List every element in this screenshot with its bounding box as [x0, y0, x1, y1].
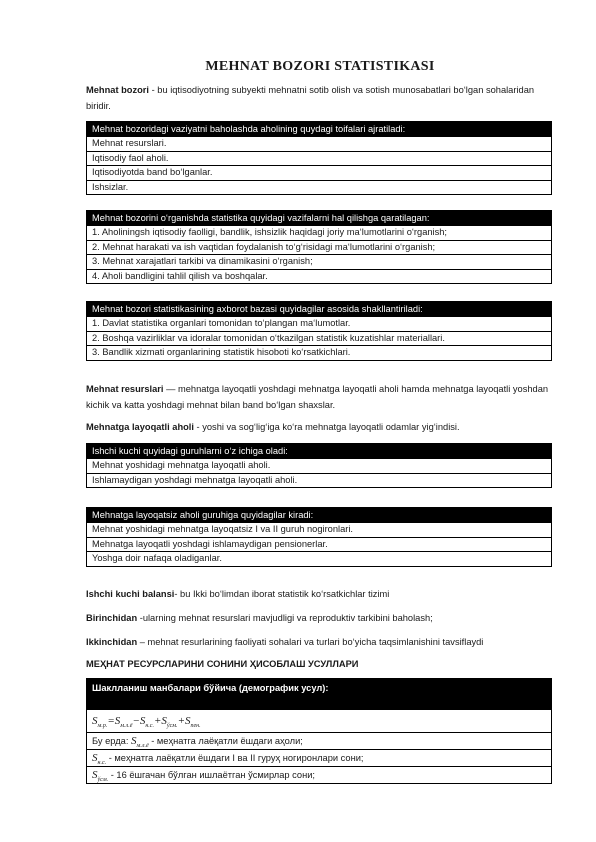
table-row: 3. Mehnat xarajatlari tarkibi va dinamikasini o‘rganish; — [87, 254, 551, 269]
able-text: - yoshi va sog‘lig‘iga ko‘ra mehnatga layoqatli odamlar yig‘indisi. — [193, 422, 460, 432]
table-row: Mehnat yoshidagi mehnatga layoqatsiz I va II guruh nogironlari. — [87, 522, 551, 537]
first-paragraph — [86, 610, 552, 626]
intro-term: Mehnat bozori — [86, 85, 150, 95]
first-term: Birinchidan — [86, 613, 138, 623]
page-title: MEHNAT BOZORI STATISTIKASI — [205, 59, 435, 74]
table-row: Iqtisodiy faol aholi. — [87, 151, 551, 166]
second-text: – mehnat resurlarining faoliyati sohalari va turlari bo‘yicha taqsimlanishini tavsiflaydi — [137, 637, 484, 647]
table-labor-force-groups — [86, 443, 552, 488]
table-header: Mehnatga layoqatsiz aholi guruhiga quyidagilar kiradi: — [87, 508, 551, 522]
table-row: 2. Boshqa vazirliklar va idoralar tomonidan o‘tkazilgan statistik kuzatishlar materiallari. — [87, 331, 551, 346]
table-header: Mehnat bozorini o‘rganishda statistika quyidagi vazifalarni hal qilishga qaratilagan: — [87, 211, 551, 225]
table-row: Mehnat yoshidagi mehnatga layoqatli aholi. — [87, 458, 551, 473]
resources-paragraph — [86, 381, 552, 413]
table-population-categories — [86, 121, 552, 195]
second-paragraph — [86, 634, 552, 650]
table-row: Iqtisodiyotda band bo‘lganlar. — [87, 165, 551, 180]
table-header: Mehnat bozori statistikasining axborot bazasi quyidagilar asosida shakllantiriladi: — [87, 302, 551, 316]
table-row: $S_{ўсм.} - 16$ ёшгачан бўлган ишлаётган ўсмирлар сони; — [87, 766, 551, 783]
intro-text: - bu iqtisodiyotning subyekti mehnatni sotib olish va sotish munosabatlari bo‘lgan sohalaridan biridir. — [86, 85, 535, 111]
resources-term: Mehnat resurslari — [86, 384, 164, 394]
methods-heading: МЕҲНАТ РЕСУРСЛАРИНИ СОНИНИ ҲИСОБЛАШ УСУЛЛАРИ — [86, 659, 359, 669]
table-disabled-population — [86, 507, 552, 567]
balance-term: Ishchi kuchi balansi — [86, 589, 175, 599]
table-statistics-tasks — [86, 210, 552, 284]
formula-row — [87, 709, 551, 732]
second-term: Ikkinchidan — [86, 637, 138, 647]
symbol: $S_{н.с.}$ — [92, 752, 107, 766]
first-text: -ularning mehnat resurslari mavjudligi va reproduktiv tarkibini baholash; — [137, 613, 433, 623]
intro-paragraph — [86, 82, 552, 114]
table-header: Mehnat bozoridagi vaziyatni baholashda aholining quydagi toifalari ajratiladi: — [87, 122, 551, 136]
table-row: 1. Davlat statistika organlari tomonidan to‘plangan ma‘lumotlar. — [87, 316, 551, 331]
table-header: Шаклланиш манбалари бўйича (демографик усул): — [87, 679, 551, 709]
table-row: Ishsizlar. — [87, 180, 551, 195]
table-demographic-method — [86, 678, 552, 784]
balance-paragraph — [86, 586, 552, 602]
table-row: Бу ерда: $S_{м.л.ё}$ - меҳнатга лаёқатли ёшдаги аҳоли; — [87, 732, 551, 749]
table-row: Yoshga doir nafaqa oladiganlar. — [87, 551, 551, 566]
formula: $S_{м.р.}=S_{м.л.ё}-S_{н.с.}+S_{ўсм.}+S_{пен.}$ — [92, 715, 201, 730]
table-row: 1. Aholiningsh iqtisodiy faolligi, bandlik, ishsizlik haqidagi joriy ma‘lumotlarini o‘rganish; — [87, 225, 551, 240]
table-row: 3. Bandlik xizmati organlarining statistik hisoboti ko‘rsatkichlari. — [87, 345, 551, 360]
symbol: $S_{ўсм.}$ — [92, 769, 109, 783]
table-information-base — [86, 301, 552, 361]
resources-text: — mehnatga layoqatli yoshdagi mehnatga layoqatli aholi hamda mehnatga layoqatli yoshdan kichik va katta yoshdagi mehnat bilan band bo‘lgan shaxslar. — [86, 384, 549, 410]
table-header: Ishchi kuchi quyidagi guruhlarni o‘z ichiga oladi: — [87, 444, 551, 458]
table-row: Mehnat resurslari. — [87, 136, 551, 151]
table-row: 4. Aholi bandligini tahlil qilish va boshqalar. — [87, 269, 551, 284]
balance-text: - bu Ikki bo‘limdan iborat statistik ko‘rsatkichlar tizimi — [174, 589, 390, 599]
table-row: 2. Mehnat harakati va ish vaqtidan foydalanish to‘g‘risidagi ma‘lumotlarini o‘rganish; — [87, 240, 551, 255]
table-row: Ishlamaydigan yoshdagi mehnatga layoqatli aholi. — [87, 473, 551, 488]
able-term: Mehnatga layoqatli aholi — [86, 422, 194, 432]
symbol: $S_{м.л.ё}$ — [131, 735, 149, 749]
table-row: $S_{н.с.}$ - меҳнатга лаёқатли ёшдаги I ва II гуруҳ ногиронлари сони; — [87, 749, 551, 766]
able-paragraph — [86, 419, 552, 435]
table-row: Mehnatga layoqatli yoshdagi ishlamaydigan pensionerlar. — [87, 537, 551, 552]
